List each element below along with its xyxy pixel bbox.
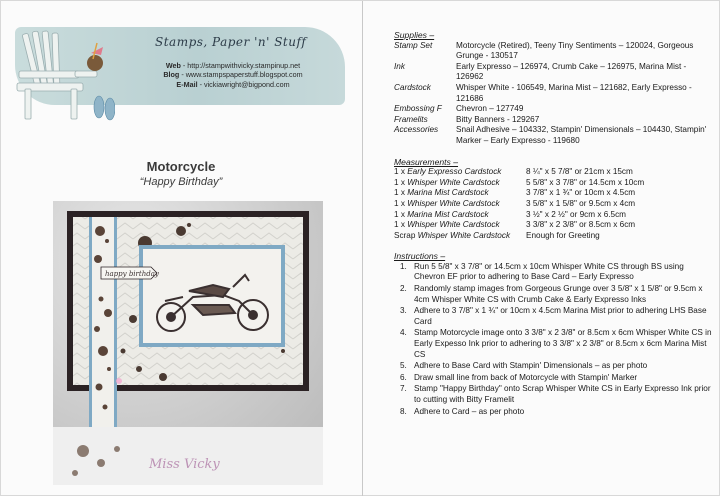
measurement-row bbox=[394, 210, 714, 221]
supply-label: Accessories bbox=[394, 125, 439, 135]
measurement-item bbox=[394, 199, 526, 210]
measurement-row bbox=[394, 220, 714, 231]
supply-value: Motorcycle (Retired), Teeny Tiny Sentiments – 120024, Gorgeous Grunge - 130517 bbox=[456, 40, 694, 61]
email-line: E-Mail - vickiawright@bigpond.com bbox=[176, 79, 290, 89]
supply-label: Ink bbox=[394, 61, 405, 71]
page-subtitle: “Happy Birthday” bbox=[139, 176, 223, 188]
measurement-size: 3 ½" x 2 ½" or 9cm x 6.5cm bbox=[526, 209, 627, 219]
measurements-heading: Measurements – bbox=[394, 156, 459, 167]
supplies-heading: Supplies – bbox=[394, 30, 435, 40]
contact-info bbox=[133, 61, 333, 89]
step-number: 4. bbox=[400, 328, 407, 338]
measurement-item bbox=[394, 220, 526, 231]
blog-label: Blog bbox=[163, 70, 180, 80]
measurement-qty: 1 x bbox=[394, 188, 408, 198]
supply-value: Snail Adhesive – 104332, Stampin' Dimensionals – 104430, Stampin' Marker – Early Expresso - 119680 bbox=[456, 125, 707, 145]
measurement-qty: 1 x bbox=[394, 177, 408, 187]
banner-text: happy birthday bbox=[105, 270, 159, 278]
measurement-item bbox=[394, 167, 526, 178]
instruction-step bbox=[394, 373, 714, 384]
recipe-text bbox=[394, 30, 714, 418]
coconut-drink-icon bbox=[87, 43, 103, 71]
measurement-cardstock: Whisper White Cardstock bbox=[407, 177, 500, 187]
supplies-list bbox=[394, 41, 714, 147]
email-label: E-Mail bbox=[176, 79, 198, 89]
step-number: 6. bbox=[400, 372, 407, 382]
measurement-size: 3 5/8" x 1 5/8" or 9.5cm x 4cm bbox=[526, 198, 636, 208]
card-title-block bbox=[61, 159, 301, 188]
brand-name: Stamps, Paper 'n' Stuff bbox=[155, 35, 307, 49]
instruction-step bbox=[394, 284, 714, 305]
measurement-cardstock: Marina Mist Cardstock bbox=[407, 188, 489, 198]
web-link[interactable]: http://stampwithvicky.stampinup.net bbox=[187, 61, 301, 70]
step-text: Stamp "Happy Birthday" onto Scrap Whisper White CS in Early Expresso Ink prior to cutting with Bitty Framelit bbox=[414, 384, 711, 404]
supply-value: Chevron – 127749 bbox=[456, 104, 524, 114]
step-number: 1. bbox=[400, 261, 407, 271]
step-text: Adhere to Card – as per photo bbox=[414, 406, 525, 416]
email-link[interactable]: vickiawright@bigpond.com bbox=[203, 79, 290, 89]
page-title: Motorcycle bbox=[146, 159, 216, 174]
step-text: Adhere to 3 7/8" x 1 ¾" or 10cm x 4.5cm Marina Mist prior to adhering LHS Base Card bbox=[414, 306, 707, 326]
instruction-step bbox=[394, 384, 714, 405]
supply-row bbox=[394, 125, 714, 146]
supply-row bbox=[394, 62, 714, 83]
step-text: Draw small line from back of Motorcycle with Stampin' Marker bbox=[414, 372, 638, 382]
measurement-qty: 1 x bbox=[394, 209, 408, 219]
measurement-row bbox=[394, 231, 714, 242]
measurement-item bbox=[394, 188, 526, 199]
step-text: Stamp Motorcycle image onto 3 3/8" x 2 3/8" or 8.5cm x 6cm Whisper White CS in Early Expesso Ink prior to adhering to 3 3/8" x 2 3/8" or 8.5cm x 6cm Marina Mist CS bbox=[414, 328, 712, 359]
blog-line: Blog - www.stampspaperstuff.blogspot.com bbox=[163, 70, 303, 80]
logo-panel bbox=[15, 27, 345, 105]
watermark: Miss Vicky bbox=[149, 457, 220, 472]
measurements-list bbox=[394, 167, 714, 241]
supply-value: Whisper White - 106549, Marina Mist – 121682, Early Expresso - 121686 bbox=[456, 82, 692, 103]
instruction-step bbox=[394, 407, 714, 418]
step-number: 3. bbox=[400, 306, 407, 316]
measurement-row bbox=[394, 178, 714, 189]
beach-chair-logo-icon bbox=[15, 27, 115, 123]
supply-row bbox=[394, 115, 714, 126]
measurement-cardstock: Marina Mist Cardstock bbox=[407, 209, 489, 219]
measurement-qty: 1 x bbox=[394, 167, 408, 177]
measurement-row bbox=[394, 188, 714, 199]
measurement-cardstock: Whisper White Cardstock bbox=[417, 230, 511, 240]
instruction-step bbox=[394, 306, 714, 327]
supply-row bbox=[394, 83, 714, 104]
measurement-cardstock: Whisper White Cardstock bbox=[407, 220, 500, 230]
measurement-row bbox=[394, 199, 714, 210]
supply-label: Stamp Set bbox=[394, 40, 433, 50]
supply-value: Bitty Banners - 129267 bbox=[456, 114, 540, 124]
supply-row bbox=[394, 104, 714, 115]
step-number: 8. bbox=[400, 406, 407, 416]
measurement-qty: 1 x bbox=[394, 198, 408, 208]
measurement-size: Enough for Greeting bbox=[526, 230, 600, 240]
instructions-heading: Instructions – bbox=[394, 251, 446, 262]
supply-label: Embossing F bbox=[394, 104, 442, 114]
supply-label: Cardstock bbox=[394, 82, 431, 92]
supply-label: Framelits bbox=[394, 114, 428, 124]
instruction-step bbox=[394, 262, 714, 283]
measurement-qty: Scrap bbox=[394, 230, 418, 240]
flip-flops-icon bbox=[94, 96, 115, 120]
happy-birthday-banner bbox=[101, 267, 160, 279]
measurement-item bbox=[394, 178, 526, 189]
measurement-row bbox=[394, 167, 714, 178]
step-number: 5. bbox=[400, 361, 407, 371]
supply-value: Early Expresso – 126974, Crumb Cake – 126975, Marina Mist - 126962 bbox=[456, 61, 687, 82]
card-illustration bbox=[53, 201, 323, 485]
step-text: Adhere to Base Card with Stampin' Dimensionals – as per photo bbox=[414, 361, 648, 371]
measurement-size: 5 5/8" x 3 7/8" or 14.5cm x 10cm bbox=[526, 177, 645, 187]
measurement-item bbox=[394, 210, 526, 221]
measurement-size: 8 ¼" x 5 7/8" or 21cm x 15cm bbox=[526, 167, 633, 177]
measurement-qty: 1 x bbox=[394, 220, 408, 230]
step-text: Randomly stamp images from Gorgeous Grunge over 3 5/8" x 1 5/8" or 9.5cm x 4cm Whisper White CS with Crumb Cake & Early Expresso Inks bbox=[414, 284, 703, 304]
grunge-strip bbox=[92, 217, 114, 427]
instruction-step bbox=[394, 361, 714, 372]
measurement-cardstock: Early Expresso Cardstock bbox=[407, 167, 502, 177]
card-photo bbox=[53, 201, 323, 485]
column-divider bbox=[362, 1, 363, 496]
step-number: 2. bbox=[400, 284, 407, 294]
step-number: 7. bbox=[400, 384, 407, 394]
measurement-size: 3 3/8" x 2 3/8" or 8.5cm x 6cm bbox=[526, 220, 636, 230]
web-line: Web - http://stampwithvicky.stampinup.net bbox=[165, 61, 301, 70]
measurement-size: 3 7/8" x 1 ¾" or 10cm x 4.5cm bbox=[526, 188, 636, 198]
blog-link[interactable]: www.stampspaperstuff.blogspot.com bbox=[185, 70, 303, 80]
measurement-item bbox=[394, 231, 526, 242]
instructions-list bbox=[394, 262, 714, 417]
step-text: Run 5 5/8" x 3 7/8" or 14.5cm x 10cm Whisper White CS through BS using Chevron EF prior to adhering to Base Card – Early Expresso bbox=[414, 261, 684, 282]
instruction-step bbox=[394, 328, 714, 360]
supply-row bbox=[394, 41, 714, 62]
web-label: Web bbox=[165, 61, 181, 70]
measurement-cardstock: Whisper White Cardstock bbox=[407, 198, 500, 208]
